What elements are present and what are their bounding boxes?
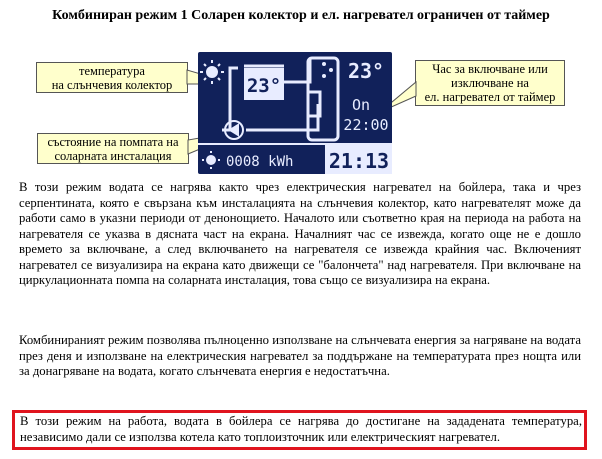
paragraph-combined-mode: Комбинираният режим позволява пълноценно използване на слънчевата енергия за нагряване на водата през деня и използване на електрическия нагревател за поддържане на температурата през нощта или за донагряване на водата, когато слънчевата енергия е недостатъчна. xyxy=(19,333,581,378)
page-title: Комбиниран режим 1 Соларен колектор и ел. нагревател ограничен от таймер xyxy=(52,8,550,23)
sun-icon xyxy=(200,60,224,84)
lcd-timer-time: 22:00 xyxy=(343,116,389,134)
lcd-energy: 0008 kWh xyxy=(226,154,294,170)
lcd-clock: 21:13 xyxy=(328,149,390,173)
callout-collector-temperature: температура на слънчевия колектор xyxy=(36,62,188,93)
lcd-display xyxy=(198,52,392,174)
boiler-icon xyxy=(308,58,338,140)
lcd-timer-state: On xyxy=(351,96,371,114)
sun-small-icon xyxy=(202,151,220,169)
callout-pump-state: състояние на помпата на соларната инсталация xyxy=(37,133,189,164)
paragraph-mode-description: В този режим водата се нагрява както чрез електрическия нагревател на бойлера, така и чрез серпентината, която е свързана към инсталацията на слънчевия колектор, като нагревателят може да работи само в указни периоди от денонощието. Началото или съответно края на периода на работа на нагревателя се указва в дясната част на екрана. Началният час се извежда, когато още не е дошло времето за включване, а след включването на нагревателя се извежда крайния час. Включеният нагревател се визуализира на екрана като движещи се "балончета" над нагревателя. При включване на циркулационната помпа на соларната инсталация, това също се визуализира на екрана. xyxy=(19,180,581,287)
highlight-text: В този режим на работа, водата в бойлера се нагрява до достигане на зададената температура, независимо дали се използва котела като топлоизточник или електрическият нагревател. xyxy=(20,414,582,444)
lcd-boiler-temp: 23° xyxy=(347,59,385,83)
callout-timer: Час за включване или изключване на ел. нагревател от таймер xyxy=(415,60,565,106)
heater-icon xyxy=(322,62,333,78)
lcd-collector-temp: 23° xyxy=(246,75,282,97)
